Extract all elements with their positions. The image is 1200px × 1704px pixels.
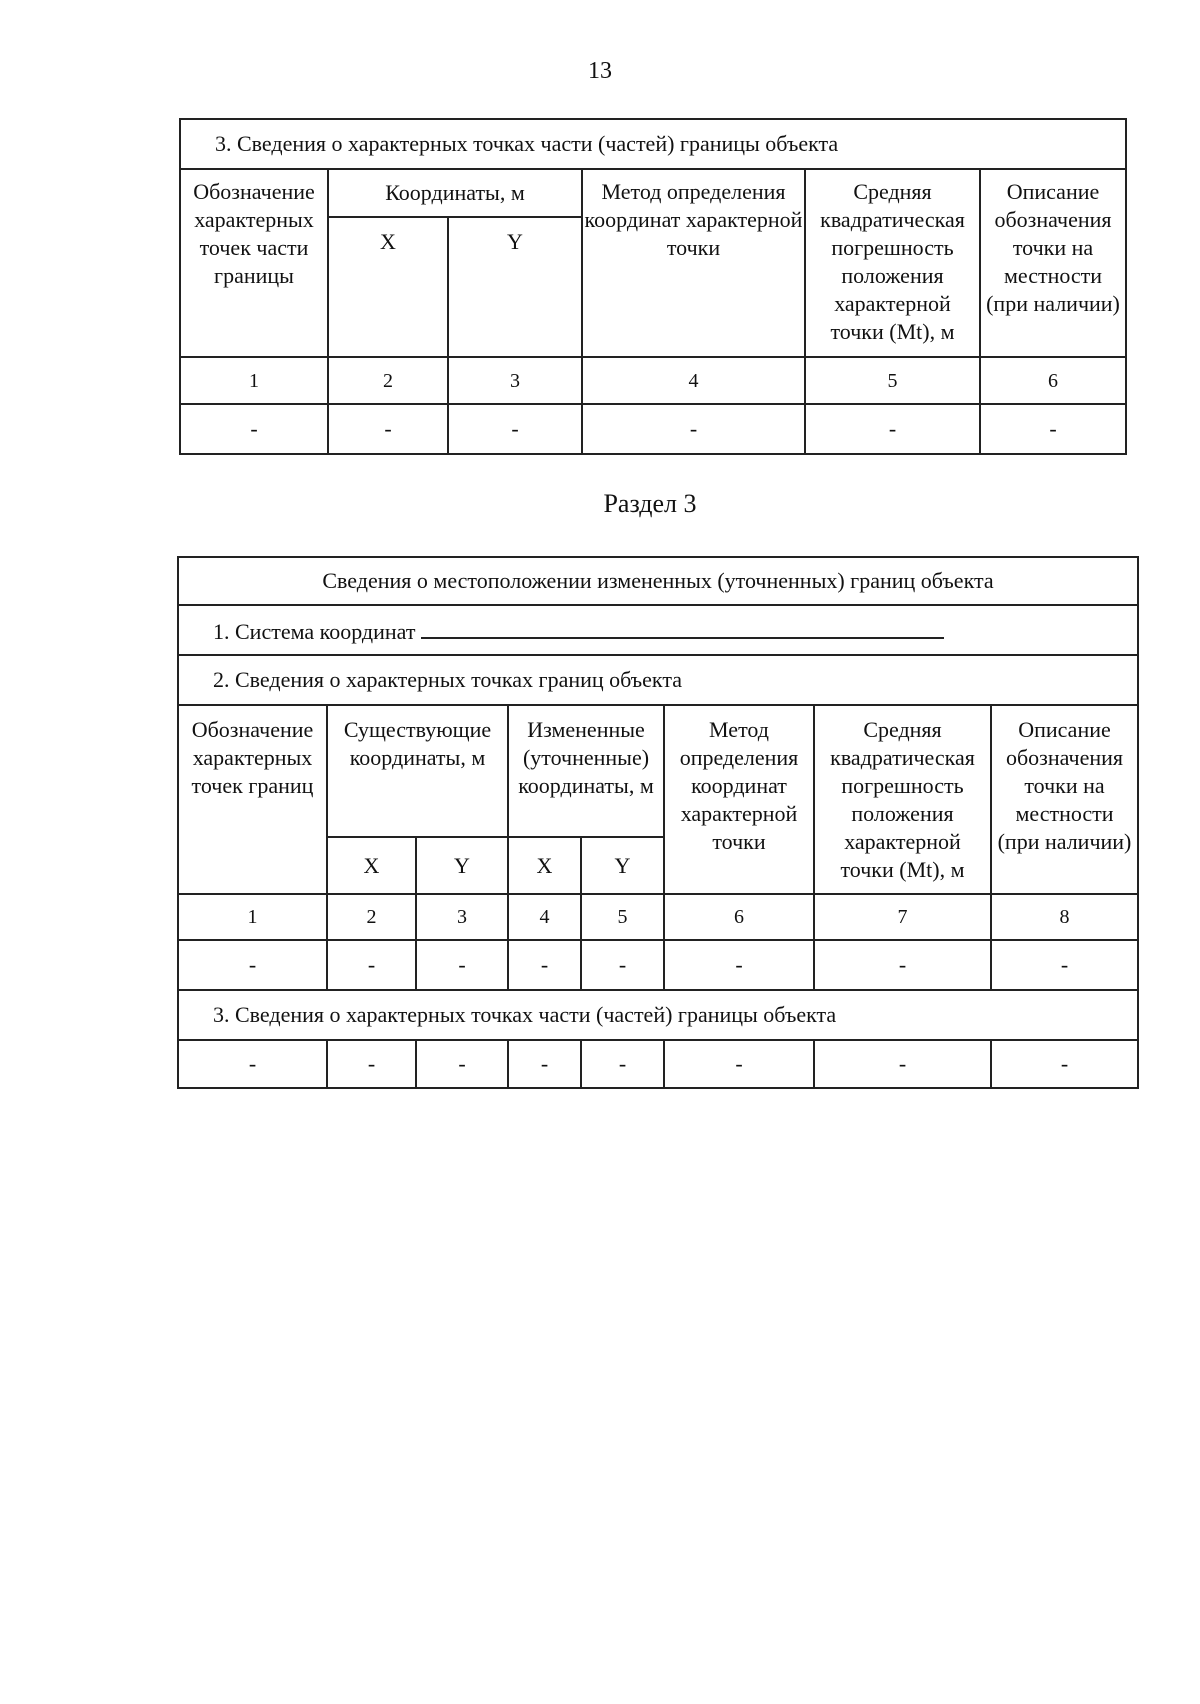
section-title: Раздел 3 xyxy=(603,489,697,518)
table-cell: - xyxy=(814,1040,991,1088)
header-coordinates: Координаты, м xyxy=(328,169,582,217)
coordinate-system-blank xyxy=(421,615,944,639)
column-number: 2 xyxy=(327,894,416,940)
table-cell: - xyxy=(664,940,814,990)
table-cell: - xyxy=(448,404,582,454)
header-method: Метод определения координат характерной точки xyxy=(664,705,814,894)
table-cell: - xyxy=(991,940,1138,990)
table-cell: - xyxy=(416,1040,508,1088)
column-number: 5 xyxy=(581,894,664,940)
header-y-changed: Y xyxy=(581,837,664,894)
table-cell: - xyxy=(508,1040,581,1088)
table-cell: - xyxy=(508,940,581,990)
table-title: Сведения о местоположении измененных (уточненных) границ объекта xyxy=(178,557,1138,605)
part-points-title: 3. Сведения о характерных точках части (частей) границы объекта xyxy=(178,990,1138,1040)
table-cell: - xyxy=(178,940,327,990)
column-number: 1 xyxy=(180,357,328,404)
points-title: 2. Сведения о характерных точках границ объекта xyxy=(178,655,1138,705)
table-cell: - xyxy=(328,404,448,454)
table-cell: - xyxy=(581,1040,664,1088)
header-designation: Обозначение характерных точек границ xyxy=(178,705,327,894)
table-cell: - xyxy=(327,1040,416,1088)
column-number: 7 xyxy=(814,894,991,940)
column-number: 3 xyxy=(416,894,508,940)
column-number: 3 xyxy=(448,357,582,404)
table-cell: - xyxy=(581,940,664,990)
page-number: 13 xyxy=(588,58,612,84)
header-description: Описание обозначения точки на местности (при наличии) xyxy=(980,169,1126,357)
header-error: Средняя квадратическая погрешность положения характерной точки (Mt), м xyxy=(805,169,980,357)
column-number: 4 xyxy=(508,894,581,940)
header-changed-coordinates: Измененные (уточненные) координаты, м xyxy=(508,705,664,837)
table-cell: - xyxy=(980,404,1126,454)
column-number: 8 xyxy=(991,894,1138,940)
column-number: 6 xyxy=(664,894,814,940)
coordinate-system-label: 1. Система координат xyxy=(213,618,416,644)
table-cell: - xyxy=(178,1040,327,1088)
column-number: 4 xyxy=(582,357,805,404)
header-x-existing: X xyxy=(327,837,416,894)
table-cell: - xyxy=(180,404,328,454)
table-cell: - xyxy=(805,404,980,454)
table-cell: - xyxy=(416,940,508,990)
header-x: X xyxy=(328,217,448,357)
table-cell: - xyxy=(327,940,416,990)
header-description: Описание обозначения точки на местности (при наличии) xyxy=(991,705,1138,894)
header-designation: Обозначение характерных точек части границы xyxy=(180,169,328,357)
table-cell: - xyxy=(991,1040,1138,1088)
header-x-changed: X xyxy=(508,837,581,894)
table-title: 3. Сведения о характерных точках части (частей) границы объекта xyxy=(180,119,1126,169)
header-y: Y xyxy=(448,217,582,357)
header-y-existing: Y xyxy=(416,837,508,894)
header-method: Метод определения координат характерной точки xyxy=(582,169,805,357)
table-cell: - xyxy=(582,404,805,454)
coordinate-system-row xyxy=(178,605,1138,655)
column-number: 2 xyxy=(328,357,448,404)
column-number: 6 xyxy=(980,357,1126,404)
changed-boundaries-table xyxy=(177,556,1139,1089)
header-error: Средняя квадратическая погрешность положения характерной точки (Mt), м xyxy=(814,705,991,894)
table-cell: - xyxy=(814,940,991,990)
part-boundary-points-table xyxy=(179,118,1127,455)
column-number: 1 xyxy=(178,894,327,940)
table-cell: - xyxy=(664,1040,814,1088)
header-existing-coordinates: Существующие координаты, м xyxy=(327,705,508,837)
column-number: 5 xyxy=(805,357,980,404)
